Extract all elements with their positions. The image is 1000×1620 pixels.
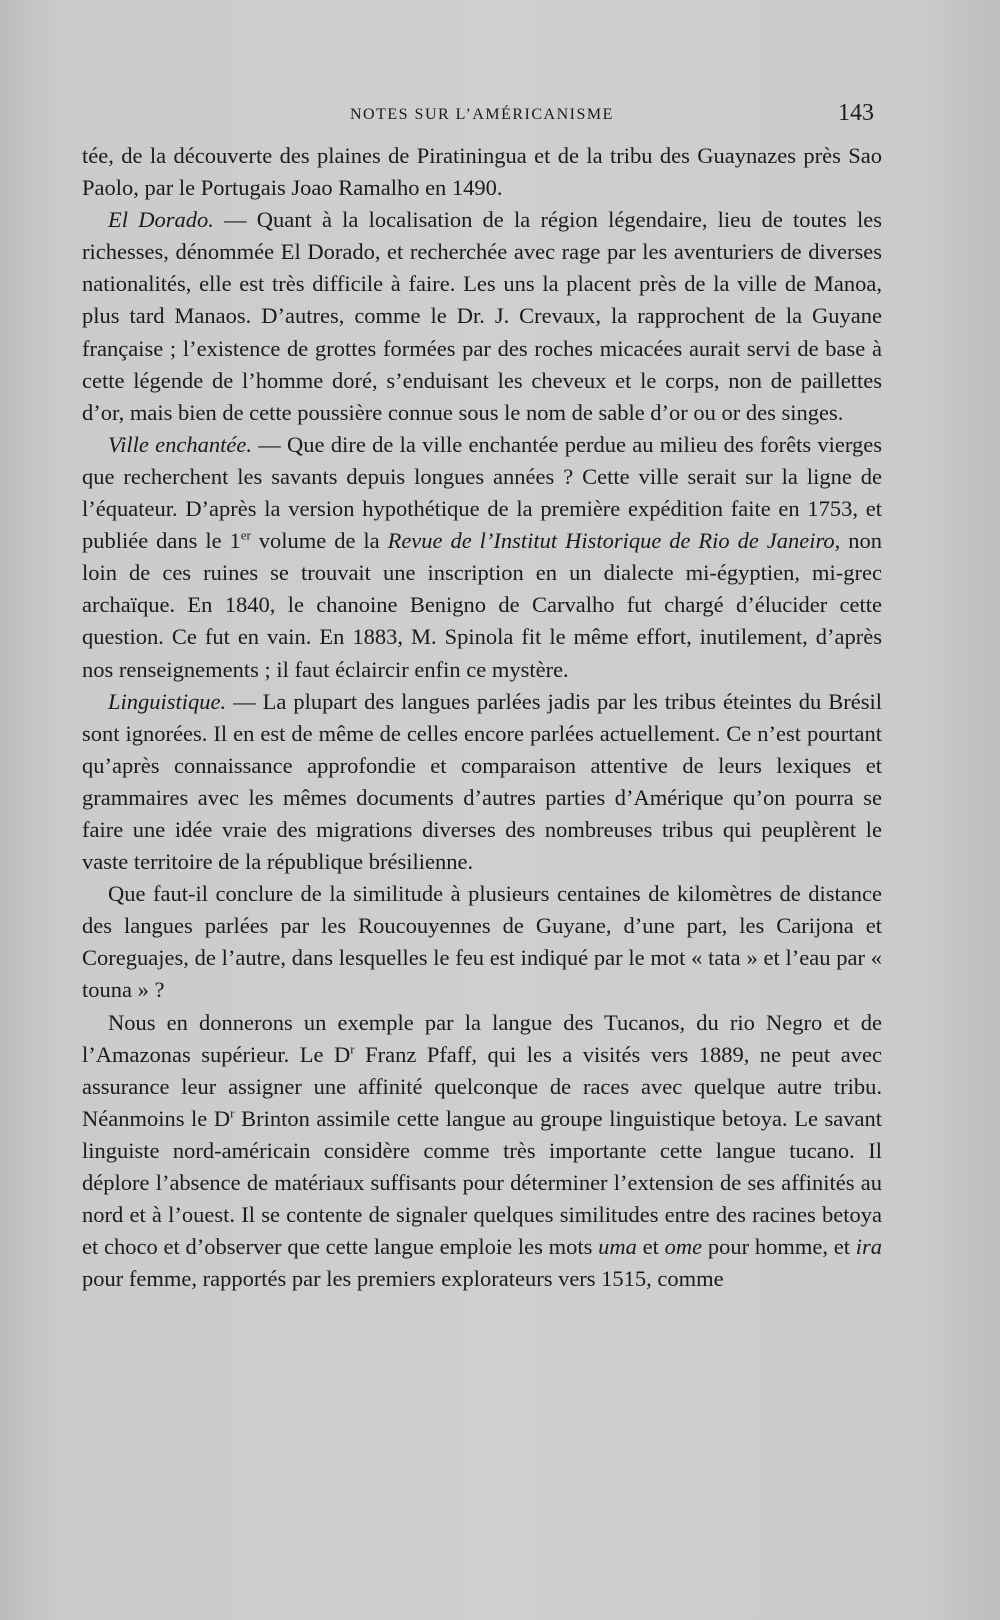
- paragraph-text: — La plupart des langues parlées jadis par les tribus éteintes du Brésil sont ignorées. Il en est de même de celles encore parlées actuellement. Ce n’est pourtant qu’après connaissance approfondie et comparaison attentive de leurs lexiques et grammaires avec les mêmes documents d’autres parties d’Amérique qu’on pourra se faire une idée vraie des migrations diverses des nombreuses tribus qui peuplèrent le vaste territoire de la république brésilienne.: [82, 688, 882, 875]
- section-heading-el-dorado: El Dorado.: [108, 207, 214, 233]
- paragraph-text: Franz Pfaff, qui les a visités vers 1889, ne peut avec assurance leur assigner une affinité quelconque de races avec quelque autre tribu. Néanmoins le D: [82, 1041, 882, 1131]
- superscript: r: [350, 1041, 355, 1057]
- section-heading-ville-enchantee: Ville enchantée.: [108, 431, 252, 457]
- paragraph-text: Nous en donnerons un exemple par la langue des Tucanos, du rio Negro et de l’Amazonas supérieur. Le D: [82, 1009, 882, 1067]
- italic-word: uma: [598, 1234, 637, 1260]
- section-heading-linguistique: Linguistique.: [108, 688, 227, 714]
- italic-word: ome: [664, 1234, 703, 1260]
- paragraph-continuation: tée, de la découverte des plaines de Piratiningua et de la tribu des Guaynazes près Sao Paolo, par le Portugais Joao Ramalho en 1490.: [82, 143, 882, 201]
- paragraph-text: pour femme, rapportés par les premiers explorateurs vers 1515, comme: [82, 1266, 724, 1292]
- superscript: r: [230, 1105, 235, 1121]
- page-header: [0, 100, 1000, 130]
- journal-title: Revue de l’Institut Historique de Rio de Janeiro,: [387, 528, 841, 554]
- paragraph-text: et: [636, 1234, 665, 1260]
- paragraph-linguistique: [82, 686, 882, 879]
- paragraph-text: — Que dire de la ville enchantée perdue au milieu des forêts vierges que recherchent les savants depuis longues années ? Cette ville serait sur la ligne de l’équateur. D’après la version hypothétique de la première expédition faite en 1753, et publiée dans le 1: [82, 431, 882, 554]
- running-title: NOTES SUR L’AMÉRICANISME: [350, 106, 614, 123]
- superscript: er: [240, 527, 251, 543]
- page-body: [82, 140, 882, 1295]
- paragraph-text: Brinton assimile cette langue au groupe linguistique betoya. Le savant linguiste nord-américain considère comme très importante cette langue tucano. Il déplore l’absence de matériaux suffisants pour déterminer l’extension de ses affinités au nord et à l’ouest. Il se contente de signaler quelques similitudes entre des racines betoya et choco et d’observer que cette langue emploie les mots: [82, 1105, 882, 1260]
- paragraph-ville-enchantee: [82, 429, 882, 686]
- paragraph-text: non loin de ces ruines se trouvait une inscription en un dialecte mi-égyptien, mi-grec archaïque. En 1840, le chanoine Benigno de Carvalho fut chargé d’élucider cette question. Ce fut en vain. En 1883, M. Spinola fit le même effort, inutilement, d’après nos renseignements ; il faut éclaircir enfin ce mystère.: [82, 528, 882, 682]
- paragraph-text: — Quant à la localisation de la région légendaire, lieu de toutes les richesses, dénommée El Dorado, et recherchée avec rage par les aventuriers de diverses nationalités, elle est très difficile à faire. Les uns la placent près de la ville de Manoa, plus tard Manaos. D’autres, comme le Dr. J. Crevaux, la rapprochent de la Guyane française ; l’existence de grottes formées par des roches micacées aurait servi de base à cette légende de l’homme doré, s’enduisant les cheveux et le corps, non de paillettes d’or, mais bien de cette poussière connue sous le nom de sable d’or ou or des singes.: [82, 207, 883, 425]
- paragraph-similitude: Que faut-il conclure de la similitude à plusieurs centaines de kilomètres de distance des langues parlées par les Roucouyennes de Guyane, d’une part, les Carijona et Coreguajes, de l’autre, dans lesquelles le feu est indiqué par le mot « tata » et l’eau par « touna » ?: [82, 881, 882, 1003]
- paragraph-text: volume de la: [250, 528, 388, 554]
- paragraph-tucanos: [82, 1007, 882, 1296]
- paragraph-el-dorado: [82, 204, 882, 429]
- italic-word: ira: [855, 1234, 882, 1260]
- page-number: 143: [838, 100, 874, 126]
- paragraph-text: pour homme, et: [702, 1234, 856, 1260]
